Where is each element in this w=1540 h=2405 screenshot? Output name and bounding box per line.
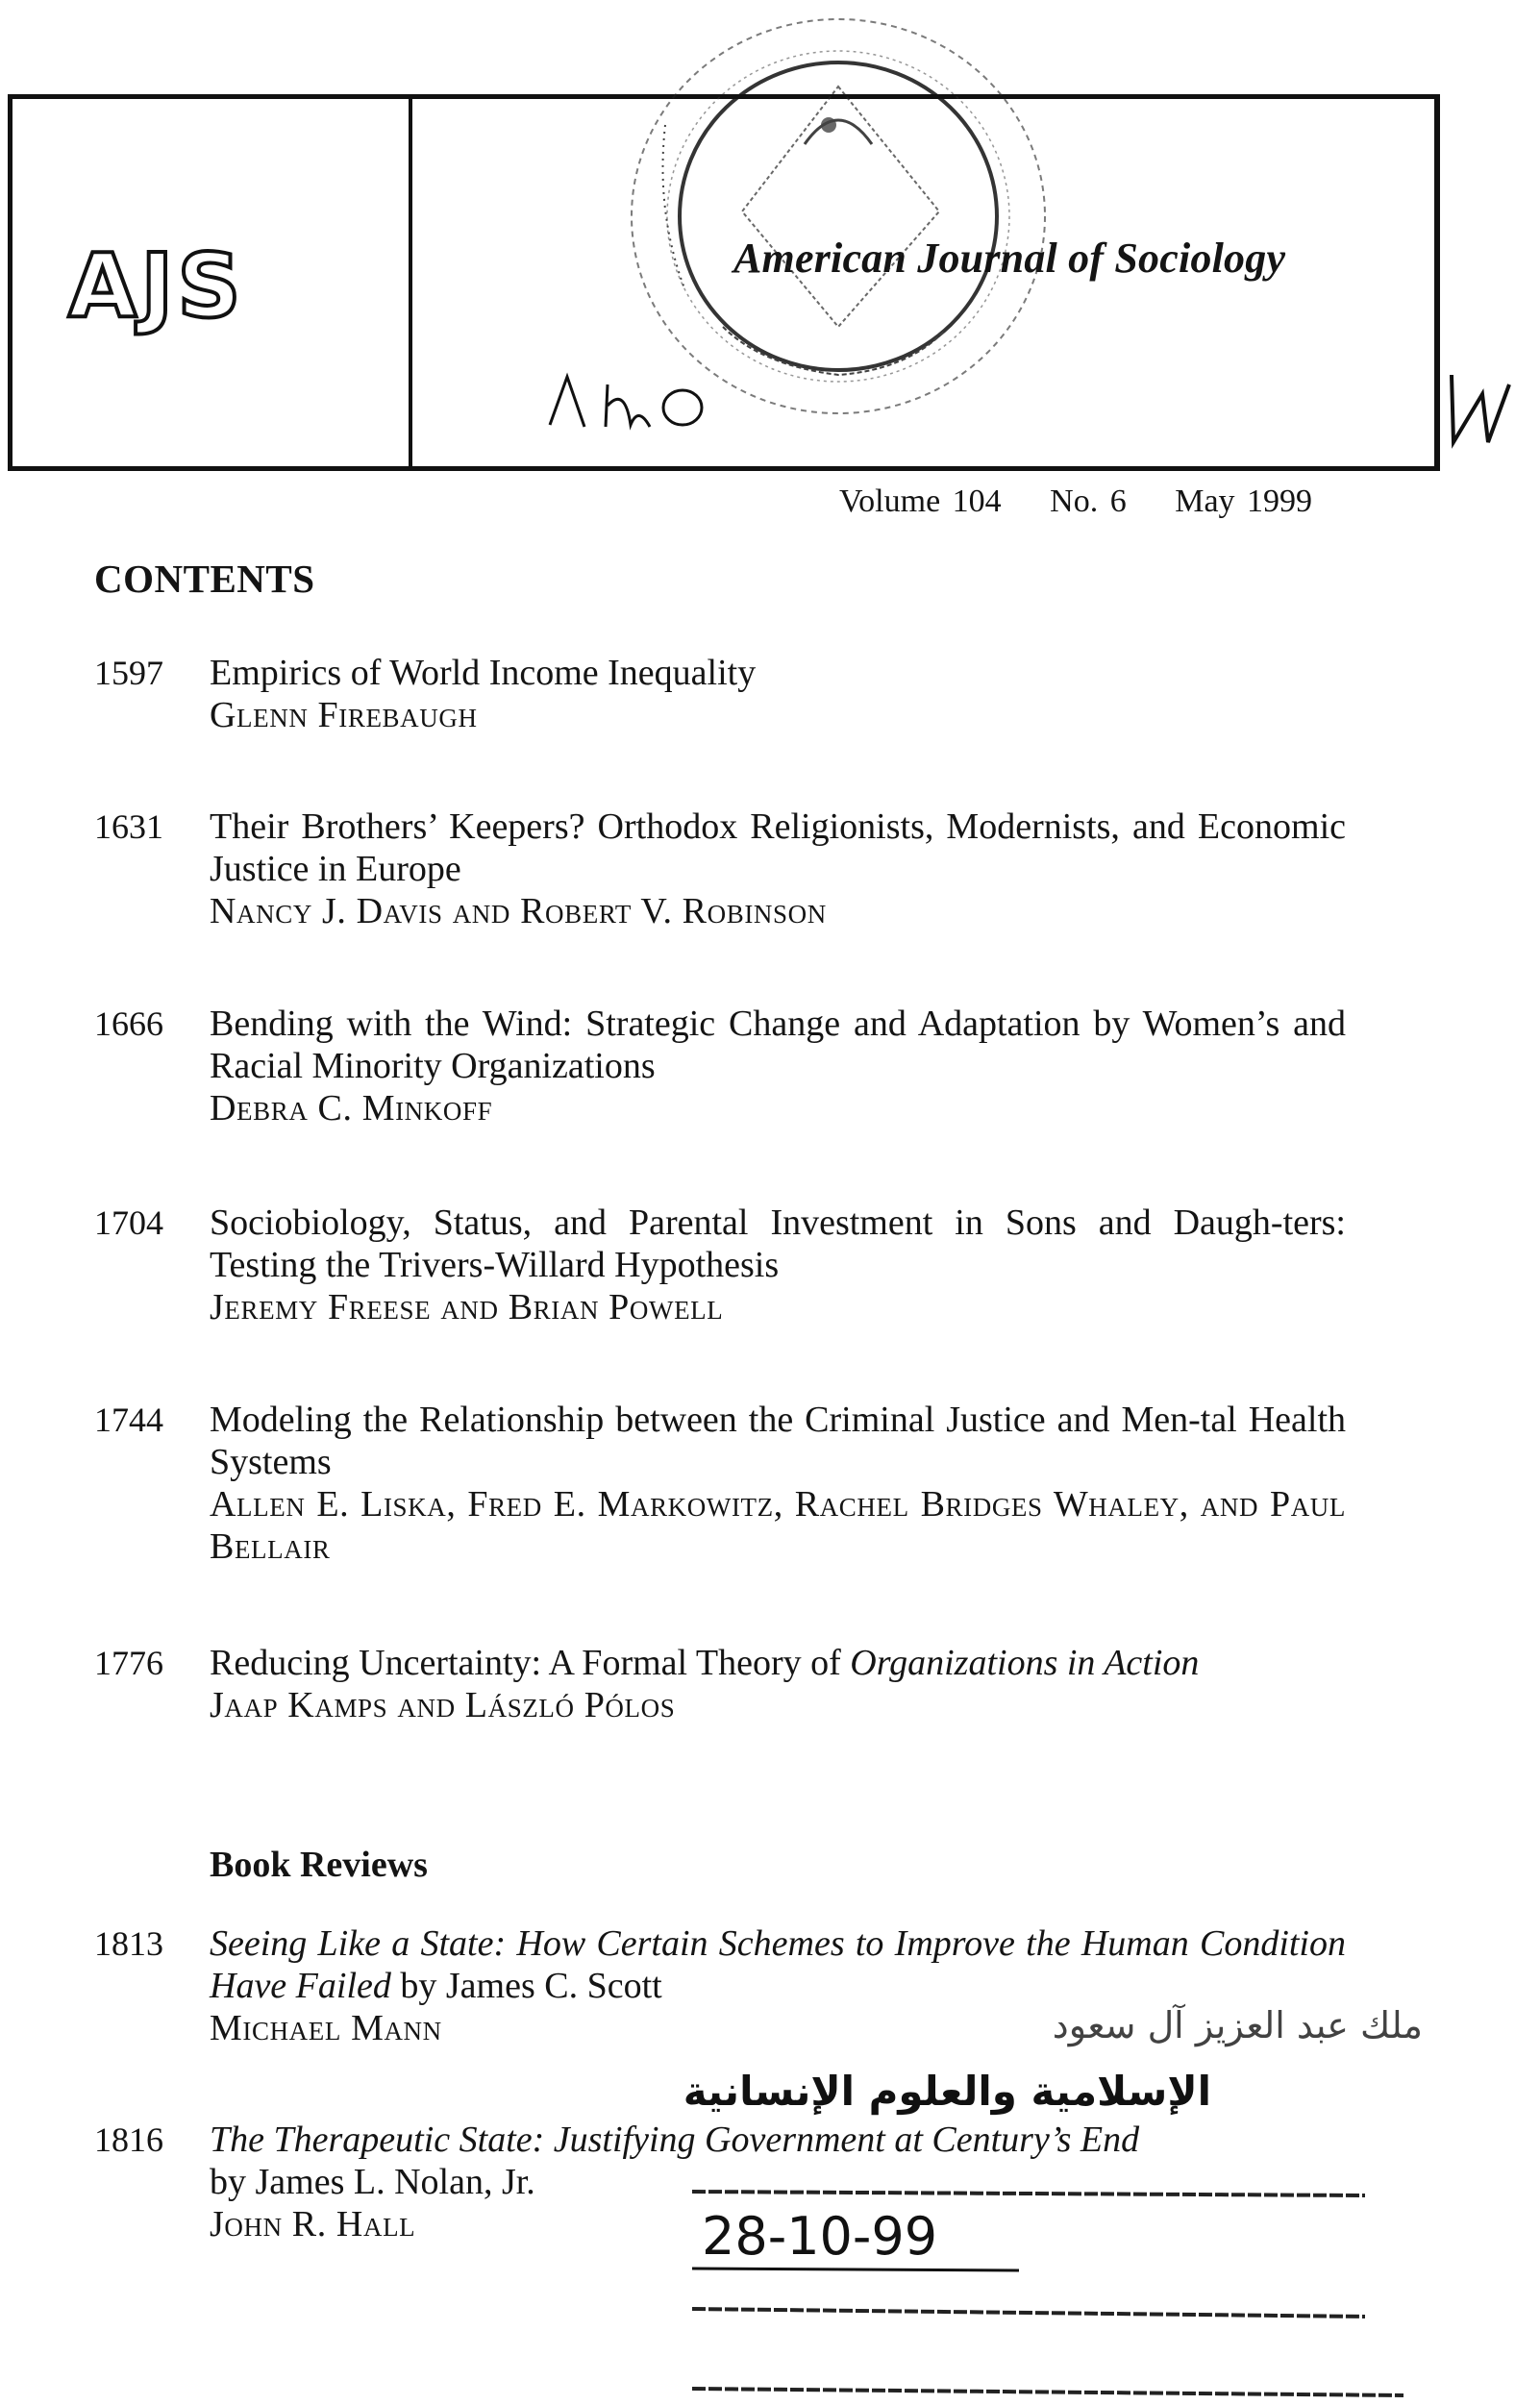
- svg-text:ک: ک: [1442, 450, 1443, 451]
- issue-date: May 1999: [1175, 483, 1313, 519]
- ajs-logo-text: AJS: [68, 241, 245, 337]
- review-page-number: 1816: [94, 2120, 163, 2159]
- article-authors: Glenn Firebaugh: [210, 695, 478, 735]
- article-page-number: 1631: [94, 807, 163, 846]
- reviewer-name: Michael Mann: [210, 2008, 442, 2048]
- article-authors: Jeremy Freese and Brian Powell: [210, 1287, 724, 1327]
- review-book-title: Seeing Like a State: How Certain Schemes to Improve the Human Condition Have Failed: [210, 1923, 1346, 2006]
- article-title-prefix: Reducing Uncertainty: A Formal Theory of: [210, 1643, 851, 1683]
- article-page-number: 1744: [94, 1401, 163, 1439]
- article-body: [210, 1642, 1346, 1726]
- review-book-author: by James C. Scott: [390, 1966, 662, 2006]
- article-page-number: 1666: [94, 1004, 163, 1043]
- review-page-number: 1813: [94, 1924, 163, 1963]
- article-title[interactable]: Their Brothers’ Keepers? Orthodox Religionists, Modernists, and Economic Justice in Europe: [210, 806, 1346, 889]
- contents-heading: CONTENTS: [94, 557, 315, 601]
- volume-label: Volume 104: [839, 483, 1002, 519]
- handwritten-margin-mark: [1442, 365, 1519, 452]
- article-body: [210, 652, 1346, 736]
- article-title[interactable]: Modeling the Relationship between the Criminal Justice and Men-tal Health Systems: [210, 1400, 1346, 1482]
- masthead-divider: [409, 99, 412, 466]
- article-authors: Debra C. Minkoff: [210, 1088, 493, 1128]
- ajs-logo-icon: [61, 241, 349, 337]
- article-body: [210, 1399, 1346, 1568]
- article-title-italic: Organizations in Action: [850, 1643, 1200, 1683]
- article-body: [210, 1003, 1346, 1129]
- reviewer-name: John R. Hall: [210, 2204, 416, 2244]
- article-page-number: 1704: [94, 1203, 163, 1242]
- stamp-arabic-line-1: ملك عبد العزيز آل سعود: [1052, 2004, 1423, 2046]
- article-page-number: 1776: [94, 1644, 163, 1682]
- handwritten-shelf-number: [538, 358, 711, 444]
- article-page-number: 1597: [94, 654, 163, 692]
- article-body: [210, 806, 1346, 932]
- issue-number: No. 6: [1050, 483, 1127, 519]
- article-title[interactable]: [210, 1642, 1346, 1684]
- article-title[interactable]: Sociobiology, Status, and Parental Investment in Sons and Daugh-ters: Testing the Trivers-Willard Hypothesis: [210, 1202, 1346, 1285]
- received-date: 28-10-99: [702, 2206, 938, 2267]
- issue-line: [839, 483, 1312, 520]
- article-body: [210, 1202, 1346, 1328]
- review-book-author: by James L. Nolan, Jr.: [210, 2162, 535, 2202]
- review-title[interactable]: [210, 1922, 1346, 2007]
- book-reviews-heading: Book Reviews: [210, 1845, 428, 1885]
- shelf-number-drawing: [538, 358, 711, 444]
- svg-text:۱۴۰: ۱۴۰: [538, 442, 540, 443]
- article-title[interactable]: Bending with the Wind: Strategic Change and Adaptation by Women’s and Racial Minority Organizations: [210, 1004, 1346, 1086]
- article-authors: Allen E. Liska, Fred E. Markowitz, Rachel Bridges Whaley, and Paul Bellair: [210, 1484, 1346, 1567]
- margin-mark-drawing: [1442, 365, 1519, 452]
- stamp-arabic-line-2: الإسلامية والعلوم الإنسانية: [683, 2068, 1211, 2115]
- article-authors: Jaap Kamps and László Pólos: [210, 1685, 676, 1725]
- journal-title: American Journal of Sociology: [733, 235, 1286, 282]
- article-authors: Nancy J. Davis and Robert V. Robinson: [210, 891, 827, 931]
- article-title[interactable]: Empirics of World Income Inequality: [210, 653, 757, 693]
- review-book-title[interactable]: The Therapeutic State: Justifying Government at Century’s End: [210, 2120, 1140, 2160]
- library-acquisition-stamp: [673, 1999, 1432, 2403]
